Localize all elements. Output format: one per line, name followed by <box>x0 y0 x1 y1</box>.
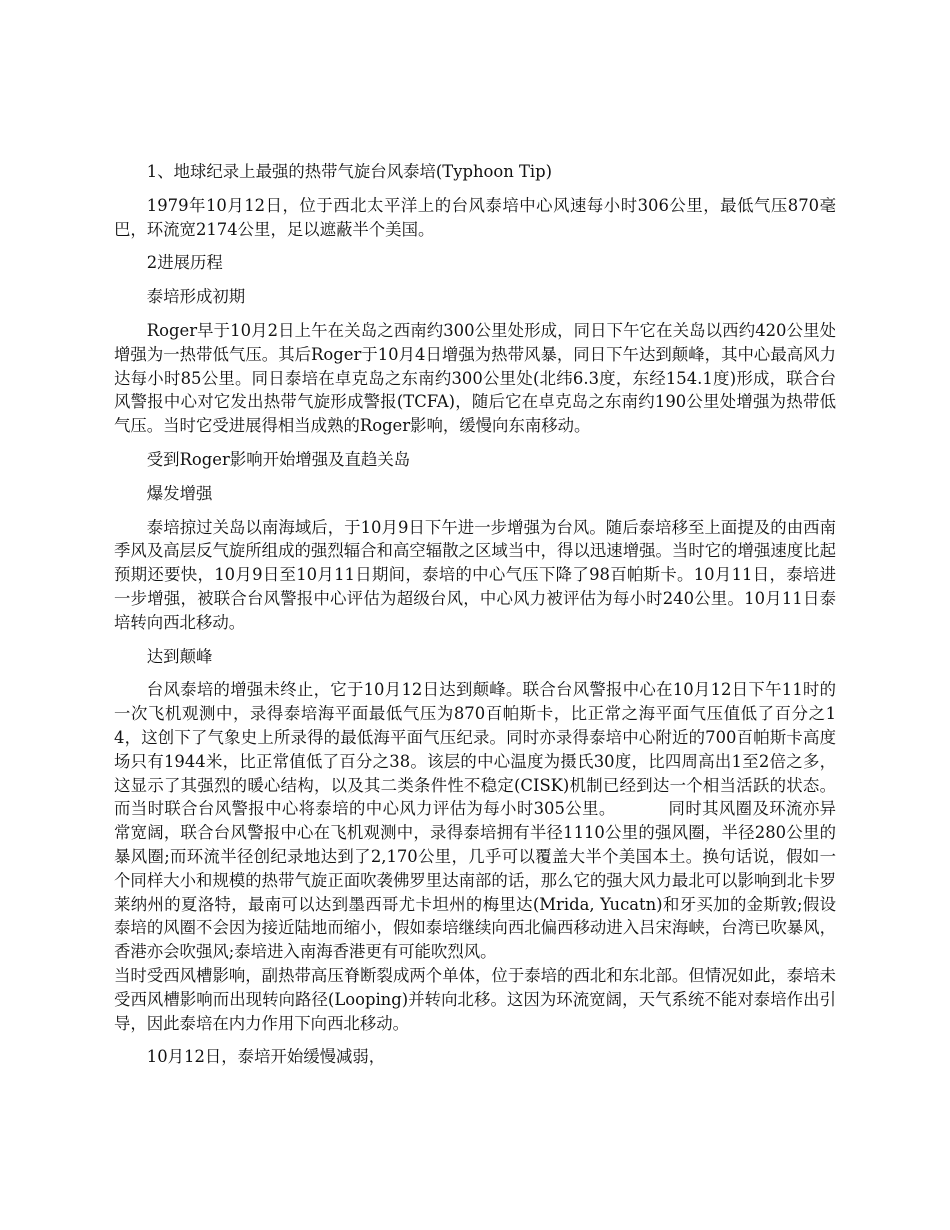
intro-paragraph: 1979年10月12日，位于西北太平洋上的台风泰培中心风速每小时306公里，最低气压870毫巴，环流宽2174公里，足以遮蔽半个美国。 <box>114 195 836 239</box>
westerly-trough-paragraph: 当时受西风槽影响，副热带高压脊断裂成两个单体，位于泰培的西北和东北部。但情况如此，泰培未受西风槽影响而出现转向路径(Looping)并转向北移。这因为环流宽阔，天气系统不能对泰培作出引导，因此泰培在内力作用下向西北移动。 <box>114 965 836 1033</box>
peak-paragraph-part-b: 同时其风圈及环流亦异常宽阔，联合台风警报中心在飞机观测中，录得泰培拥有半径1110公里的强风圈，半径280公里的暴风圈;而环流半径创纪录地达到了2,170公里，几乎可以覆盖大半个美国本土。换句话说，假如一个同样大小和规模的热带气旋正面吹袭佛罗里达南部的话，那么它的强大风力最北可以影响到北卡罗莱纳州的夏洛特，最南可以达到墨西哥尤卡坦州的梅里达(Mrida, Yucatn)和牙买加的金斯敦;假设泰培的风圈不会因为接近陆地而缩小，假如泰培继续向西北偏西移动进入吕宋海峡，台湾已吹暴风，香港亦会吹强风;泰培进入南海香港更有可能吹烈风。 <box>114 799 836 962</box>
subheading-burst: 爆发增强 <box>146 483 213 503</box>
peak-paragraph-part-a: 台风泰培的增强未终止，它于10月12日达到颠峰。联合台风警报中心在10月12日下午11时的一次飞机观测中，录得泰培海平面最低气压为870百帕斯卡，比正常之海平面气压值低了百分之14，这创下了气象史上所录得的最低海平面气压纪录。同时亦录得泰培中心附近的700百帕斯卡高度场只有1944米，比正常值低了百分之38。该层的中心温度为摄氏30度，比四周高出1至2倍之多，这显示了其强烈的暖心结构，以及其二类条件性不稳定(CISK)机制已经到达一个相当活跃的状态。而当时联合台风警报中心将泰培的中心风力评估为每小时305公里。 <box>114 680 836 819</box>
subheading-roger-influence: 受到Roger影响开始增强及直趋关岛 <box>146 449 411 469</box>
subheading-formation: 泰培形成初期 <box>146 287 246 307</box>
formation-paragraph: Roger早于10月2日上午在关岛之西南约300公里处形成，同日下午它在关岛以西约420公里处增强为一热带低气压。其后Roger于10月4日增强为热带风暴，同日下午达到颠峰，其中心最高风力达每小时85公里。同日泰培在卓克岛之东南约300公里处(北纬6.3度，东经154.1度)形成，联合台风警报中心对它发出热带气旋形成警报(TCFA)，随后它在卓克岛之东南约190公里处增强为热带低气压。当时它受进展得相当成熟的Roger影响，缓慢向东南移动。 <box>114 320 836 436</box>
subheading-peak: 达到颠峰 <box>146 646 213 666</box>
document-page <box>114 160 836 1079</box>
peak-paragraph <box>114 678 836 964</box>
document-title: 1、地球纪录上最强的热带气旋台风泰培(Typhoon Tip) <box>146 162 553 181</box>
weakening-paragraph: 10月12日，泰培开始缓慢减弱， <box>146 1047 386 1067</box>
burst-paragraph: 泰培掠过关岛以南海域后，于10月9日下午进一步增强为台风。随后泰培移至上面提及的由西南季风及高层反气旋所组成的强烈辐合和高空辐散之区域当中，得以迅速增强。当时它的增强速度比起预期还要快，10月9日至10月11日期间，泰培的中心气压下降了98百帕斯卡。10月11日，泰培进一步增强，被联合台风警报中心评估为超级台风，中心风力被评估为每小时240公里。10月11日泰培转向西北移动。 <box>114 517 836 632</box>
section-heading-progress: 2进展历程 <box>146 253 223 273</box>
